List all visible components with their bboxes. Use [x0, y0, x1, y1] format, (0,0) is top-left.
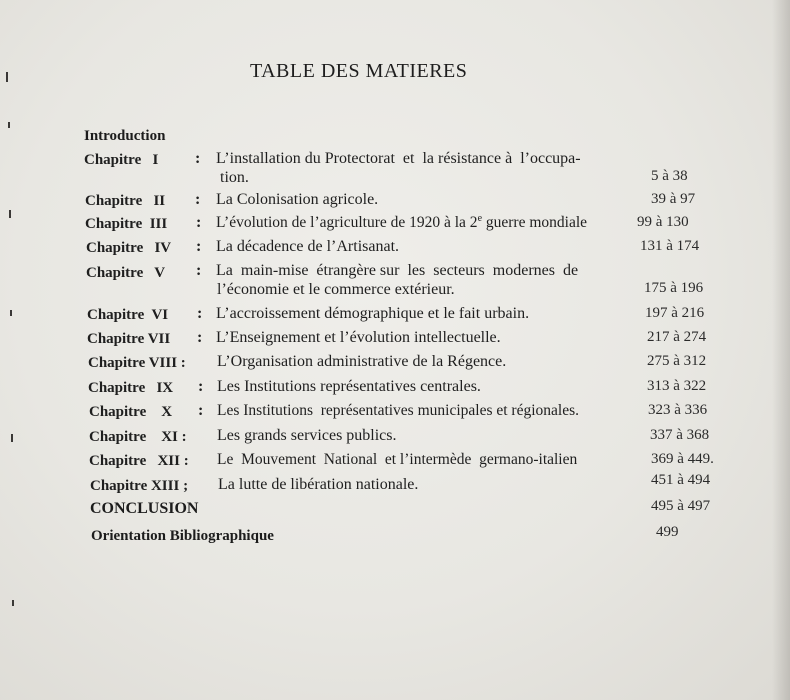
chapter-title: La Colonisation agricole. [216, 191, 379, 208]
colon: : [198, 402, 204, 419]
page-range: 313 à 322 [647, 378, 707, 394]
colon: : [196, 238, 202, 255]
chapter-title [216, 214, 587, 232]
page-range: 323 à 336 [648, 402, 708, 418]
page-range: 5 à 38 [651, 168, 688, 184]
chapter-title: L’installation du Protectorat et la résistance à l’occupa- [216, 150, 581, 167]
page-range: 39 à 97 [651, 191, 696, 207]
bibliography-entry: Orientation Bibliographique [91, 528, 274, 544]
chapter-title: La main-mise étrangère sur les secteurs modernes de [216, 262, 579, 279]
colon: : [197, 305, 203, 322]
chapter-label: Chapitre XII : [89, 453, 189, 469]
chapter-title: L’accroissement démographique et le fait urbain. [216, 305, 530, 322]
chapter-title: Le Mouvement National et l’intermède germano-italien [217, 451, 578, 468]
page-edge-mark [6, 72, 8, 82]
page-range: 369 à 449. [651, 451, 714, 467]
chapter-title: L’Organisation administrative de la Régence. [217, 353, 507, 370]
chapter-title: Les Institutions représentatives centrales. [217, 378, 481, 395]
chapter-label: Chapitre X [89, 404, 173, 420]
chapter-title-continued: tion. [220, 169, 249, 186]
chapter-label: Chapitre VI [87, 307, 169, 323]
chapter-label: Chapitre IX [88, 380, 174, 396]
page-range: 99 à 130 [637, 214, 689, 230]
page-edge-mark [11, 434, 13, 442]
page-edge-mark [9, 210, 11, 218]
page-range: 175 à 196 [644, 280, 704, 296]
chapter-title-text-end: guerre mondiale [482, 214, 588, 231]
chapter-title: La décadence de l’Artisanat. [216, 238, 400, 255]
colon: : [195, 191, 201, 208]
page-edge-mark [8, 122, 10, 128]
colon: : [196, 262, 202, 279]
chapter-title: Les Institutions représentatives municipales et régionales. [217, 402, 579, 419]
superscript: e [477, 212, 483, 224]
colon: : [197, 329, 203, 346]
chapter-label: Chapitre II [85, 193, 166, 209]
chapter-title: L’Enseignement et l’évolution intellectuelle. [216, 329, 501, 346]
conclusion-page-range: 495 à 497 [651, 498, 711, 514]
page-range: 197 à 216 [645, 305, 705, 321]
chapter-label: Chapitre VIII : [88, 355, 186, 371]
page-range: 217 à 274 [647, 329, 707, 345]
colon: : [198, 378, 204, 395]
chapter-label: Chapitre V [86, 265, 166, 281]
chapter-label: Chapitre XI : [89, 429, 187, 445]
page-range: 131 à 174 [640, 238, 700, 254]
chapter-label: Chapitre IV [86, 240, 172, 256]
page-range: 451 à 494 [651, 472, 711, 488]
page-range: 337 à 368 [650, 427, 710, 443]
chapter-title-continued: l’économie et le commerce extérieur. [217, 281, 455, 298]
colon: : [196, 214, 202, 231]
conclusion-entry: CONCLUSION [90, 500, 199, 517]
chapter-title-text: L’évolution de l’agriculture de 1920 à la 2 [216, 214, 478, 231]
page-edge-mark [10, 310, 12, 316]
chapter-label: Chapitre III [85, 216, 168, 232]
chapter-title: Les grands services publics. [217, 427, 397, 444]
chapter-label: Chapitre I [84, 152, 159, 168]
page-range: 275 à 312 [647, 353, 707, 369]
chapter-label: Chapitre VII [87, 331, 171, 347]
page-edge-mark [12, 600, 14, 606]
introduction-entry: Introduction [84, 128, 166, 144]
bibliography-page: 499 [656, 524, 679, 540]
colon: : [195, 150, 201, 167]
page-title: TABLE DES MATIERES [250, 60, 468, 82]
chapter-title: La lutte de libération nationale. [218, 476, 419, 493]
chapter-label: Chapitre XIII ; [90, 478, 189, 494]
